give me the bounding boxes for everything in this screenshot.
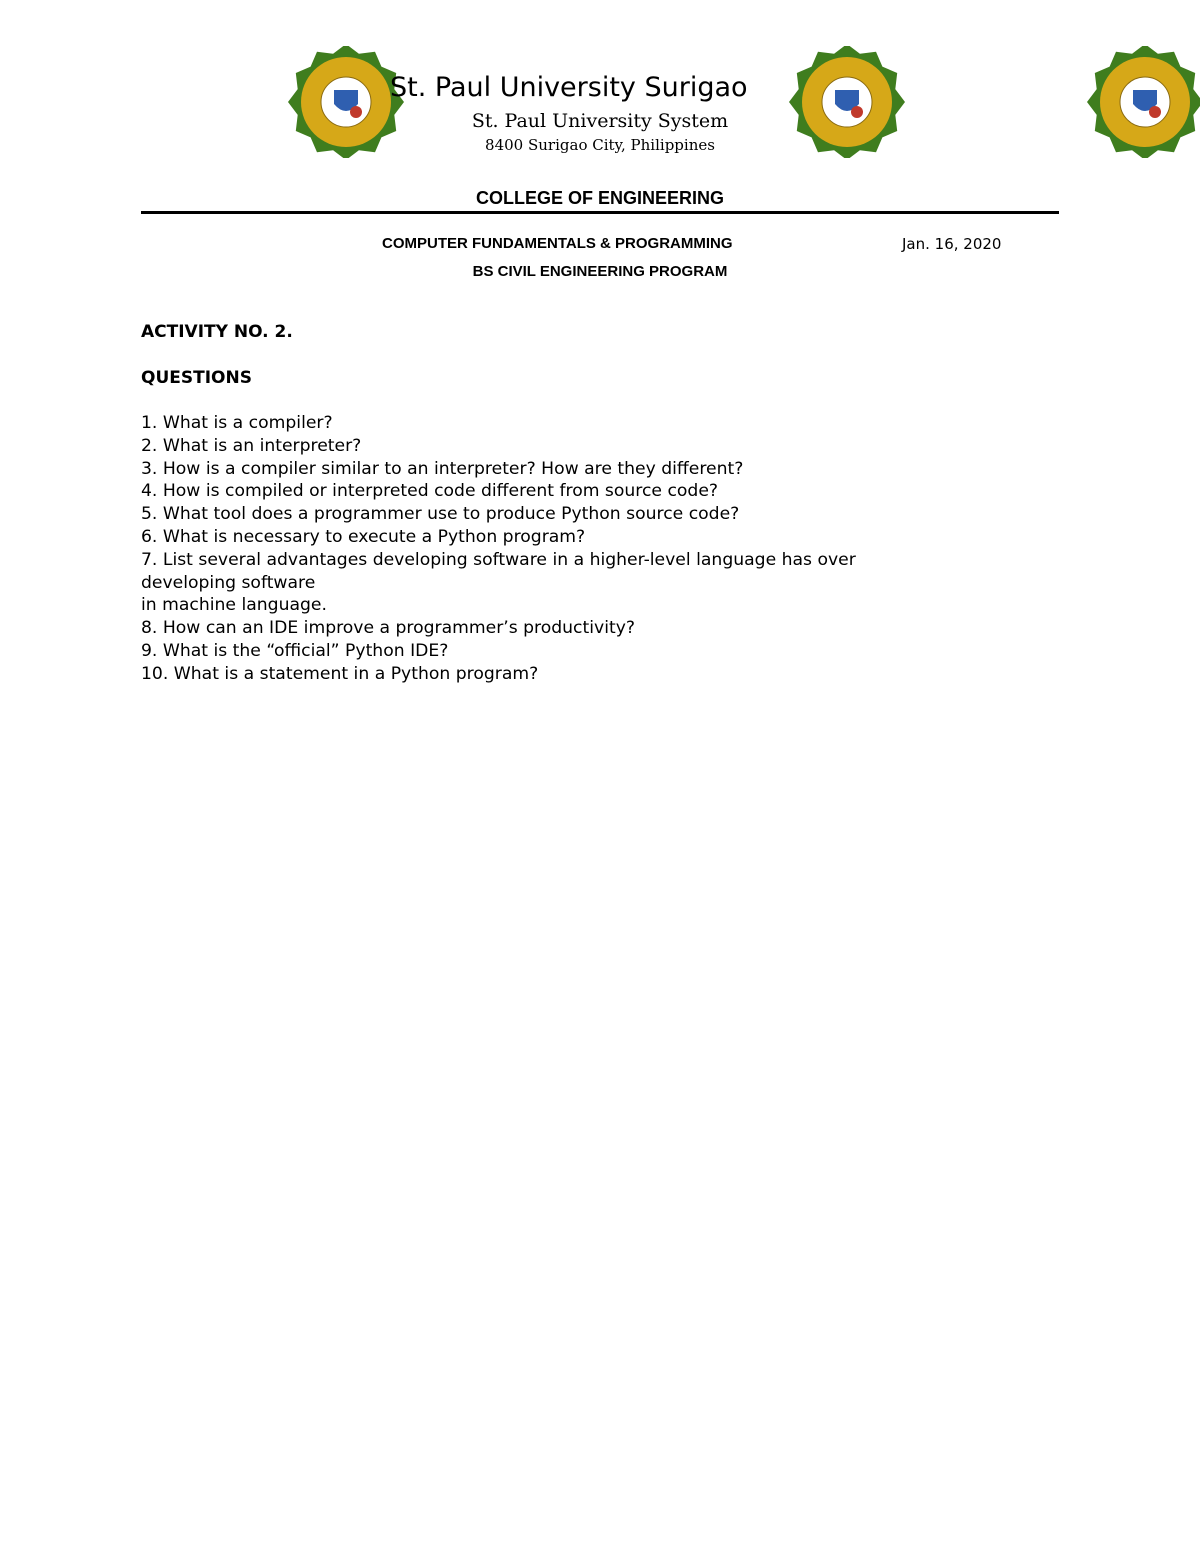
course-title: COMPUTER FUNDAMENTALS & PROGRAMMING <box>382 235 733 252</box>
question-item: 5. What tool does a programmer use to produce Python source code? <box>141 504 740 525</box>
question-item: 2. What is an interpreter? <box>141 435 362 456</box>
college-title: COLLEGE OF ENGINEERING <box>475 188 725 208</box>
question-item: 8. How can an IDE improve a programmer’s productivity? <box>141 618 636 639</box>
program-title: BS CIVIL ENGINEERING PROGRAM <box>472 263 728 280</box>
question-item: 10. What is a statement in a Python program? <box>141 663 539 684</box>
questions-heading: QUESTIONS <box>141 368 252 388</box>
header-divider <box>141 211 1059 214</box>
question-item: 9. What is the “official” Python IDE? <box>141 640 449 661</box>
question-item: 3. How is a compiler similar to an interpreter? How are they different? <box>141 458 744 479</box>
activity-title: ACTIVITY NO. 2. <box>141 322 293 342</box>
question-item: 1. What is a compiler? <box>141 413 333 433</box>
question-item: 7. List several advantages developing software in a higher-level language has over developing software in machine language. <box>141 549 856 616</box>
question-list <box>141 412 1041 686</box>
question-item: 4. How is compiled or interpreted code different from source code? <box>141 481 719 502</box>
question-item: 6. What is necessary to execute a Python program? <box>141 526 586 547</box>
university-name: St. Paul University Surigao <box>390 72 748 103</box>
document-date: Jan. 16, 2020 <box>902 235 1002 253</box>
university-system: St. Paul University System <box>471 110 729 132</box>
university-address: 8400 Surigao City, Philippines <box>485 136 715 154</box>
